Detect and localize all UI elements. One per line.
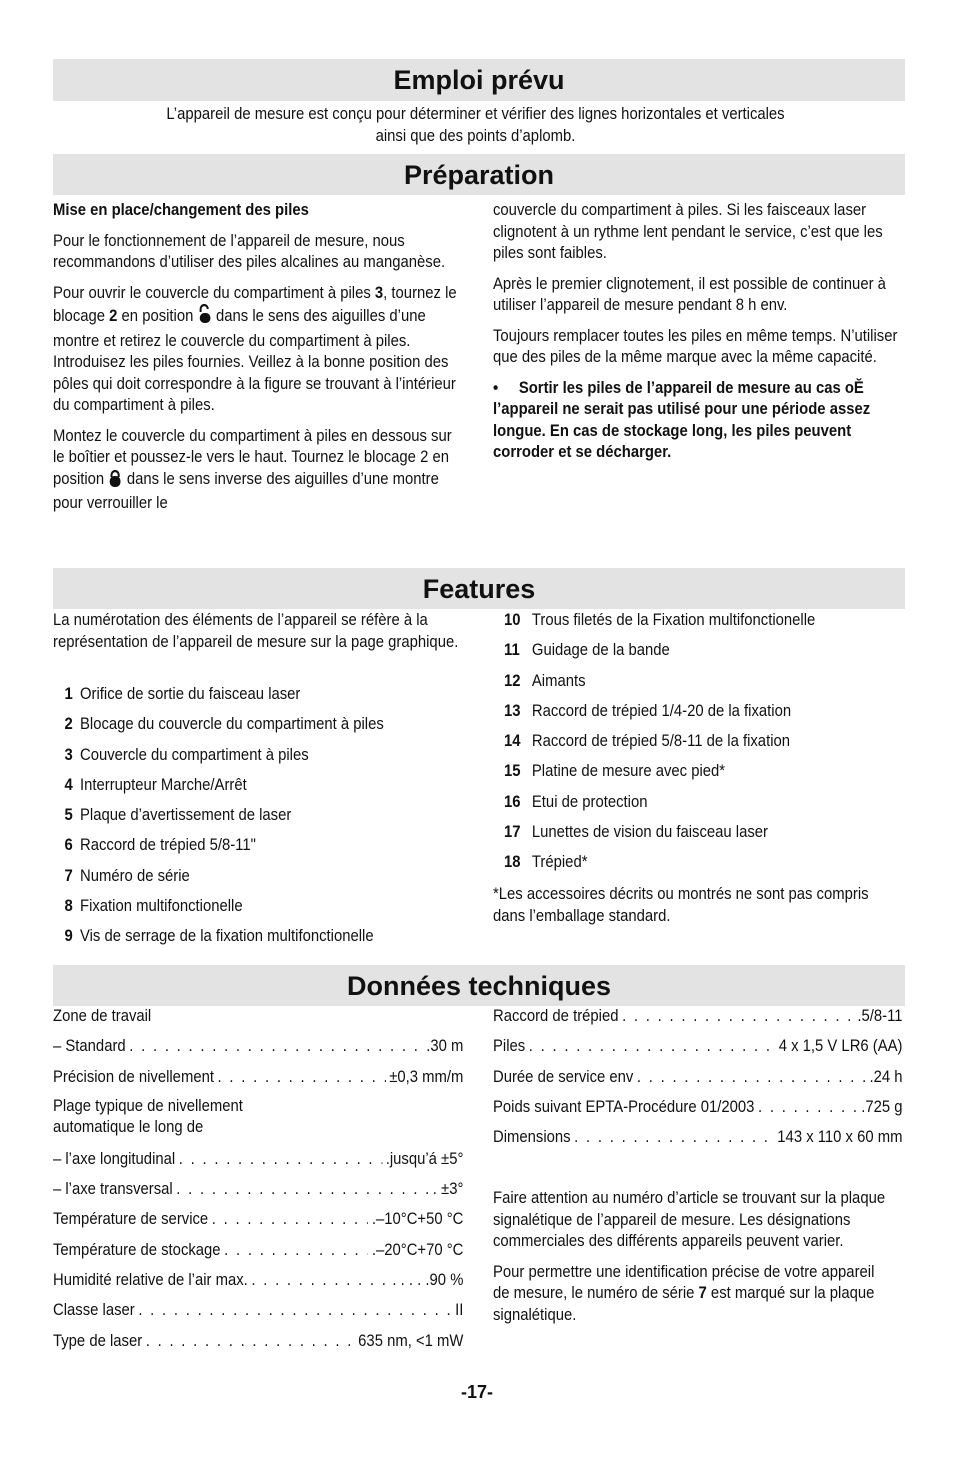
dot-leader [224,1235,368,1265]
spec-label: Poids suivant EPTA-Procédure 01/2003 [493,1097,755,1116]
specs-right [493,1001,903,1152]
text-span: , tournez le blocage [53,283,457,325]
feature-label: Trous filetés de la Fixation multifonctionelle [531,611,816,629]
feature-label: Interrupteur Marche/Arrêt [80,775,247,794]
features-footnote: *Les accessoires décrits ou montrés ne sont pas compris dans l’emballage standard. [493,885,869,925]
battery-warning [493,378,898,464]
spec-row [53,1235,463,1265]
feature-label: Raccord de trépied 5/8-11 de la fixation [531,732,791,751]
spec-value: .725 g [861,1097,903,1116]
feature-item [504,605,900,635]
feature-number: 11 [504,641,520,660]
spec-label: Durée de service env [493,1067,634,1086]
feature-label: Numéro de série [80,866,190,885]
spec-value: . . . . .90 % [392,1271,464,1290]
spec-label: Humidité relative de l’air max. [53,1271,248,1290]
dot-leader [212,1204,368,1234]
text-span: est marqué sur la plaque signalétique. [493,1284,875,1324]
feature-number: 13 [504,701,521,720]
feature-number: 16 [504,792,521,811]
warning-text: Sortir les piles de l’appareil de mesure au cas oĔ l’appareil ne serait pas utilisé pour une période assez longue. En cas de stockage long, les piles peuvent corroder et se décharger. [493,378,871,461]
spec-group [493,1001,903,1152]
feature-number: 18 [504,853,521,872]
text-span: Pour ouvrir le couvercle du compartiment à piles [53,283,375,302]
feature-label: Trépied* [531,853,588,872]
page-number: -17- [460,1382,493,1402]
spec-plage-label [53,1092,463,1144]
feature-item [53,830,467,860]
unlock-icon [198,304,212,331]
spec-row [53,1265,463,1295]
text-span: dans le sens des aiguilles d’une montre et retirez le couvercle du compartiment à piles. Introduisez les piles fournies. Veillez à la bonne position des pôles qui doit correspondre à la figure se trouvant à l’intérieur du compartiment à piles. [53,307,456,414]
bullet: • [493,378,499,397]
feature-number: 14 [504,732,521,751]
feature-number: 15 [504,762,521,781]
lock-icon [108,469,122,494]
preparation-right-paragraph-1: couvercle du compartiment à piles. Si les faisceaux laser clignotent à un rythme lent pendant le service, c’est que les piles sont faibles. [493,201,883,262]
feature-number: 6 [64,836,73,855]
spec-row [53,1031,463,1061]
ref-number: 2 [109,307,118,325]
dot-leader [529,1031,775,1061]
feature-item [504,847,900,877]
text-span: Montez le couvercle du compartiment à piles en dessous sur le boîtier et poussez-le vers le haut. Tournez le blocage 2 en position [53,426,452,488]
spec-label: – Standard [53,1037,126,1056]
preparation-right-paragraph-3: Toujours remplacer toutes les piles en même temps. N’utiliser que des piles de la même marque avec la même capacité. [493,326,898,366]
emploi-line-2: ainsi que des points d’aplomb. [375,126,576,145]
spec-value: .30 m [426,1037,464,1056]
feature-item [53,770,467,800]
feature-label: Vis de serrage de la fixation multifonctionelle [80,927,374,946]
spec-row [53,1204,463,1234]
dot-leader [622,1001,854,1031]
dot-leader [179,1144,382,1174]
feature-item [504,756,900,786]
preparation-right-column [493,200,898,473]
preparation-right-paragraph-2: Après le premier clignotement, il est possible de continuer à utiliser l’appareil de mesure pendant 8 h env. [493,274,886,314]
feature-label: Couvercle du compartiment à piles [80,745,309,764]
feature-label: Aimants [531,671,586,690]
spec-label: Piles [493,1037,526,1056]
spec-row [493,1092,903,1122]
emploi-line-1: L’appareil de mesure est conçu pour déterminer et vérifier des lignes horizontales et verticales [166,105,785,123]
spec-value: 4 x 1,5 V LR6 (AA) [778,1037,903,1056]
spec-label: – l’axe transversal [53,1180,173,1199]
dot-leader [138,1295,451,1325]
feature-label: Guidage de la bande [531,641,670,660]
feature-label: Etui de protection [531,792,648,811]
spec-value: II [455,1301,464,1320]
spec-row [53,1326,463,1356]
spec-value: 143 x 110 x 60 mm [777,1128,903,1147]
spec-label: Précision de nivellement [53,1067,214,1086]
spec-label: – l’axe longitudinal [53,1149,176,1168]
feature-label: Raccord de trépied 1/4-20 de la fixation [531,701,792,720]
dot-leader [218,1062,386,1092]
spec-value: . ±3° [432,1180,464,1199]
section-header-preparation [53,154,905,195]
spec-row [493,1001,903,1031]
spec-value: .5/8-11 [857,1007,903,1025]
spec-row [53,1062,463,1092]
donnees-note-2 [493,1262,894,1327]
features-list-right [504,605,900,878]
spec-value: ±0,3 mm/m [389,1067,464,1086]
feature-label: Lunettes de vision du faisceau laser [531,823,769,842]
spec-label: Type de laser [53,1331,143,1350]
ref-number: 3 [374,283,384,302]
feature-label: Raccord de trépied 5/8-11" [80,836,256,855]
features-intro: La numérotation des éléments de l’appareil se réfère à la représentation de l’appareil de mesure sur la page graphique. [53,611,459,651]
feature-number: 5 [64,806,73,825]
text-line: Plage typique de nivellement [53,1096,243,1115]
spec-row [53,1174,463,1204]
section-title: Emploi prévu [393,65,565,95]
spec-row [53,1295,463,1325]
dot-leader [146,1326,355,1356]
spec-value: .24 h [869,1067,903,1086]
text-span: Pour permettre une identification précise de votre appareil de mesure, le numéro de série [493,1262,875,1302]
specs-left [53,1001,463,1356]
feature-label: Plaque d’avertissement de laser [80,806,292,825]
spec-group [53,1031,463,1092]
section-header-emploi [53,59,905,101]
dot-leader [637,1062,866,1092]
feature-item [53,679,467,709]
feature-number: 1 [64,685,73,703]
feature-item [504,666,900,696]
ref-number: 7 [698,1284,707,1302]
feature-number: 17 [504,823,521,842]
feature-item [504,635,900,665]
feature-number: 8 [64,897,73,916]
dot-leader [129,1031,422,1061]
preparation-paragraph-1: Pour le fonctionnement de l’appareil de mesure, nous recommandons d’utiliser des piles alcalines au manganèse. [53,231,446,271]
feature-number: 4 [64,775,73,794]
spec-row [53,1144,463,1174]
spec-value: 635 nm, <1 mW [358,1331,464,1350]
feature-number: 7 [64,866,73,885]
feature-item [504,787,900,817]
spec-row [493,1122,903,1152]
feature-label: Blocage du couvercle du compartiment à piles [80,715,384,734]
text-span: dans le sens inverse des aiguilles d’une montre pour verrouiller le [53,469,439,512]
section-title: Features [422,574,536,604]
spec-value: .–10°C+50 °C [371,1210,464,1229]
dot-leader [574,1122,774,1152]
feature-item [53,740,467,770]
feature-number: 2 [64,715,73,734]
feature-item [53,861,467,891]
spec-group [53,1144,463,1356]
section-title: Données techniques [346,971,612,1001]
feature-label: Orifice de sortie du faisceau laser [80,685,301,703]
donnees-note-1: Faire attention au numéro d’article se trouvant sur la plaque signalétique de l’appareil de mesure. Les désignations commerciales des différents appareils peuvent varier. [493,1189,886,1250]
spec-zone-label: Zone de travail [53,1007,152,1025]
preparation-subtitle: Mise en place/changement des piles [53,201,309,219]
spec-value: .jusqu’á ±5° [385,1149,464,1168]
spec-label: Raccord de trépied [493,1007,619,1025]
spec-row [493,1062,903,1092]
feature-item [504,726,900,756]
section-title: Préparation [403,160,555,190]
preparation-paragraph-2 [53,283,458,417]
dot-leader [758,1092,858,1122]
text-span: en position [117,307,198,325]
dot-leader [251,1265,388,1295]
emploi-text [120,104,831,147]
feature-item [504,696,900,726]
donnees-notes [493,1188,894,1335]
feature-number: 9 [64,927,73,946]
spec-label: Température de stockage [53,1240,221,1259]
spec-value: .–20°C+70 °C [371,1240,464,1259]
section-header-donnees [53,965,905,1006]
feature-item [53,891,467,921]
spec-label: Température de service [53,1210,209,1229]
spec-label: Dimensions [493,1128,571,1147]
dot-leader [176,1174,429,1204]
preparation-paragraph-3 [53,426,458,515]
feature-item [53,800,467,830]
feature-number: 12 [504,671,521,690]
feature-label: Fixation multifonctionelle [80,897,243,916]
text-line: automatique le long de [53,1118,204,1137]
feature-number: 10 [504,611,521,629]
section-header-features [53,568,905,609]
feature-item [53,709,467,739]
feature-item [504,817,900,847]
feature-item [53,921,467,951]
spec-label: Classe laser [53,1301,135,1320]
feature-number: 3 [64,745,73,764]
spec-row [493,1031,903,1061]
features-list-left [53,679,467,952]
feature-label: Platine de mesure avec pied* [531,762,726,781]
preparation-left-column [53,200,458,524]
